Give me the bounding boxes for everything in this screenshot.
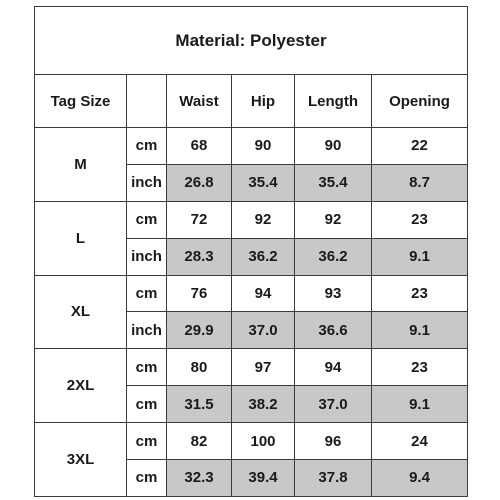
unit-cell: cm xyxy=(127,275,167,312)
hip-cell: 39.4 xyxy=(232,460,295,497)
unit-cell: cm xyxy=(127,349,167,386)
header-unit xyxy=(127,75,167,128)
hip-cell: 90 xyxy=(232,128,295,165)
tag-size-cell: XL xyxy=(35,275,127,349)
opening-cell: 8.7 xyxy=(372,164,468,201)
header-length: Length xyxy=(295,75,372,128)
size-chart-table xyxy=(34,6,468,497)
unit-cell: cm xyxy=(127,201,167,238)
opening-cell: 9.1 xyxy=(372,386,468,423)
length-cell: 36.2 xyxy=(295,238,372,275)
unit-cell: inch xyxy=(127,238,167,275)
hip-cell: 36.2 xyxy=(232,238,295,275)
waist-cell: 82 xyxy=(167,423,232,460)
hip-cell: 37.0 xyxy=(232,312,295,349)
title-row xyxy=(35,7,468,75)
unit-cell: cm xyxy=(127,128,167,165)
length-cell: 94 xyxy=(295,349,372,386)
size-row xyxy=(35,423,468,460)
tag-size-cell: 2XL xyxy=(35,349,127,423)
hip-cell: 97 xyxy=(232,349,295,386)
waist-cell: 29.9 xyxy=(167,312,232,349)
opening-cell: 23 xyxy=(372,201,468,238)
length-cell: 92 xyxy=(295,201,372,238)
hip-cell: 94 xyxy=(232,275,295,312)
header-tag-size: Tag Size xyxy=(35,75,127,128)
hip-cell: 38.2 xyxy=(232,386,295,423)
waist-cell: 72 xyxy=(167,201,232,238)
opening-cell: 23 xyxy=(372,349,468,386)
opening-cell: 23 xyxy=(372,275,468,312)
waist-cell: 80 xyxy=(167,349,232,386)
header-waist: Waist xyxy=(167,75,232,128)
length-cell: 93 xyxy=(295,275,372,312)
unit-cell: inch xyxy=(127,312,167,349)
opening-cell: 9.4 xyxy=(372,460,468,497)
opening-cell: 9.1 xyxy=(372,312,468,349)
header-opening: Opening xyxy=(372,75,468,128)
opening-cell: 24 xyxy=(372,423,468,460)
size-row xyxy=(35,275,468,312)
waist-cell: 31.5 xyxy=(167,386,232,423)
unit-cell: inch xyxy=(127,164,167,201)
tag-size-cell: L xyxy=(35,201,127,275)
waist-cell: 26.8 xyxy=(167,164,232,201)
material-title: Material: Polyester xyxy=(35,7,468,75)
unit-cell: cm xyxy=(127,423,167,460)
length-cell: 36.6 xyxy=(295,312,372,349)
length-cell: 37.8 xyxy=(295,460,372,497)
header-hip: Hip xyxy=(232,75,295,128)
length-cell: 35.4 xyxy=(295,164,372,201)
length-cell: 96 xyxy=(295,423,372,460)
length-cell: 37.0 xyxy=(295,386,372,423)
waist-cell: 68 xyxy=(167,128,232,165)
unit-cell: cm xyxy=(127,460,167,497)
hip-cell: 100 xyxy=(232,423,295,460)
unit-cell: cm xyxy=(127,386,167,423)
opening-cell: 22 xyxy=(372,128,468,165)
waist-cell: 32.3 xyxy=(167,460,232,497)
size-row xyxy=(35,201,468,238)
hip-cell: 92 xyxy=(232,201,295,238)
header-row xyxy=(35,75,468,128)
size-row xyxy=(35,349,468,386)
tag-size-cell: M xyxy=(35,128,127,202)
waist-cell: 28.3 xyxy=(167,238,232,275)
size-row xyxy=(35,128,468,165)
waist-cell: 76 xyxy=(167,275,232,312)
opening-cell: 9.1 xyxy=(372,238,468,275)
hip-cell: 35.4 xyxy=(232,164,295,201)
length-cell: 90 xyxy=(295,128,372,165)
tag-size-cell: 3XL xyxy=(35,423,127,497)
